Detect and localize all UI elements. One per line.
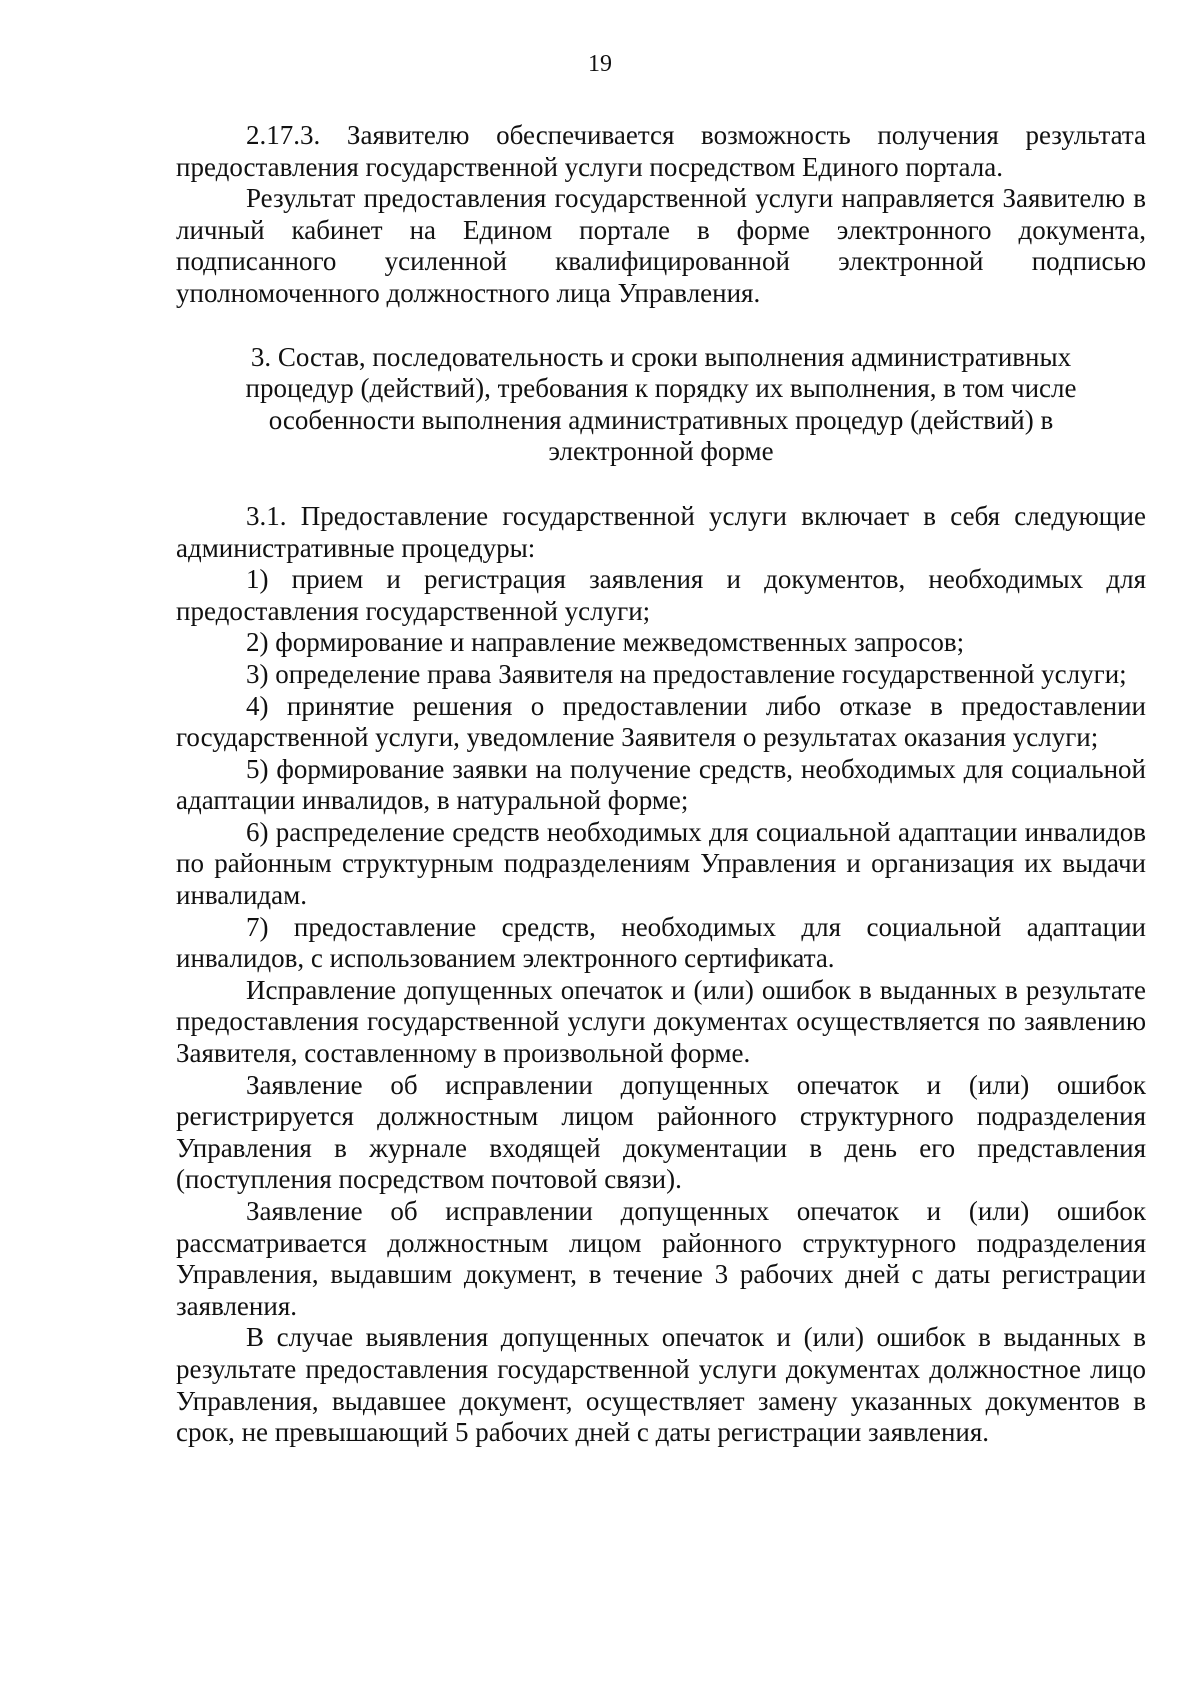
list-item-3: 3) определение права Заявителя на предоставление государственной услуги; xyxy=(246,658,1127,689)
paragraph-result-delivery: Результат предоставления государственной услуги направляется Заявителю в личный кабинет на Едином портале в форме электронного документа, подписанного усиленной квалифицированной электронной подписью уполномоченного должностного лица Управления. xyxy=(176,183,1146,308)
list-item-2: 2) формирование и направление межведомственных запросов; xyxy=(246,627,965,658)
list-item-5: 5) формирование заявки на получение средств, необходимых для социальной адаптации инвалидов, в натуральной форме; xyxy=(176,753,1146,816)
list-item-4: 4) принятие решения о предоставлении либо отказе в предоставлении государственной услуги, уведомление Заявителя о результатах оказания услуги; xyxy=(176,690,1146,753)
paragraph-correction-registration: Заявление об исправлении допущенных опечаток и (или) ошибок регистрируется должностным лицом районного структурного подразделения Управления в журнале входящей документации в день его представления (поступления посредством почтовой связи). xyxy=(176,1069,1146,1195)
list-item-1: 1) прием и регистрация заявления и документов, необходимых для предоставления государственной услуги; xyxy=(176,564,1146,626)
paragraph-correction-review: Заявление об исправлении допущенных опечаток и (или) ошибок рассматривается должностным лицом районного структурного подразделения Управления, выдавшим документ, в течение 3 рабочих дней с даты регистрации заявления. xyxy=(176,1196,1146,1321)
section-heading-3: 3. Состав, последовательность и сроки выполнения административных процедур (действий), требования к порядку их выполнения, в том числе особенности выполнения административных процедур (действий) в электронной форме xyxy=(245,341,1077,467)
page-number: 19 xyxy=(588,51,612,77)
list-item-7: 7) предоставление средств, необходимых для социальной адаптации инвалидов, с использованием электронного сертификата. xyxy=(176,911,1146,974)
paragraph-correction-replacement: В случае выявления допущенных опечаток и (или) ошибок в выданных в результате предоставления государственной услуги документах должностное лицо Управления, выдавшее документ, осуществляет замену указанных документов в срок, не превышающий 5 рабочих дней с даты регистрации заявления. xyxy=(176,1322,1146,1448)
list-item-6: 6) распределение средств необходимых для социальной адаптации инвалидов по районным структурным подразделениям Управления и организация их выдачи инвалидам. xyxy=(176,816,1146,911)
paragraph-2-17-3: 2.17.3. Заявителю обеспечивается возможность получения результата предоставления государственной услуги посредством Единого портала. xyxy=(176,120,1146,182)
paragraph-3-1: 3.1. Предоставление государственной услуги включает в себя следующие административные процедуры: xyxy=(176,500,1146,563)
paragraph-correction: Исправление допущенных опечаток и (или) ошибок в выданных в результате предоставления государственной услуги документах осуществляется по заявлению Заявителя, составленному в произвольной форме. xyxy=(176,974,1146,1069)
document-body xyxy=(176,120,1146,1449)
